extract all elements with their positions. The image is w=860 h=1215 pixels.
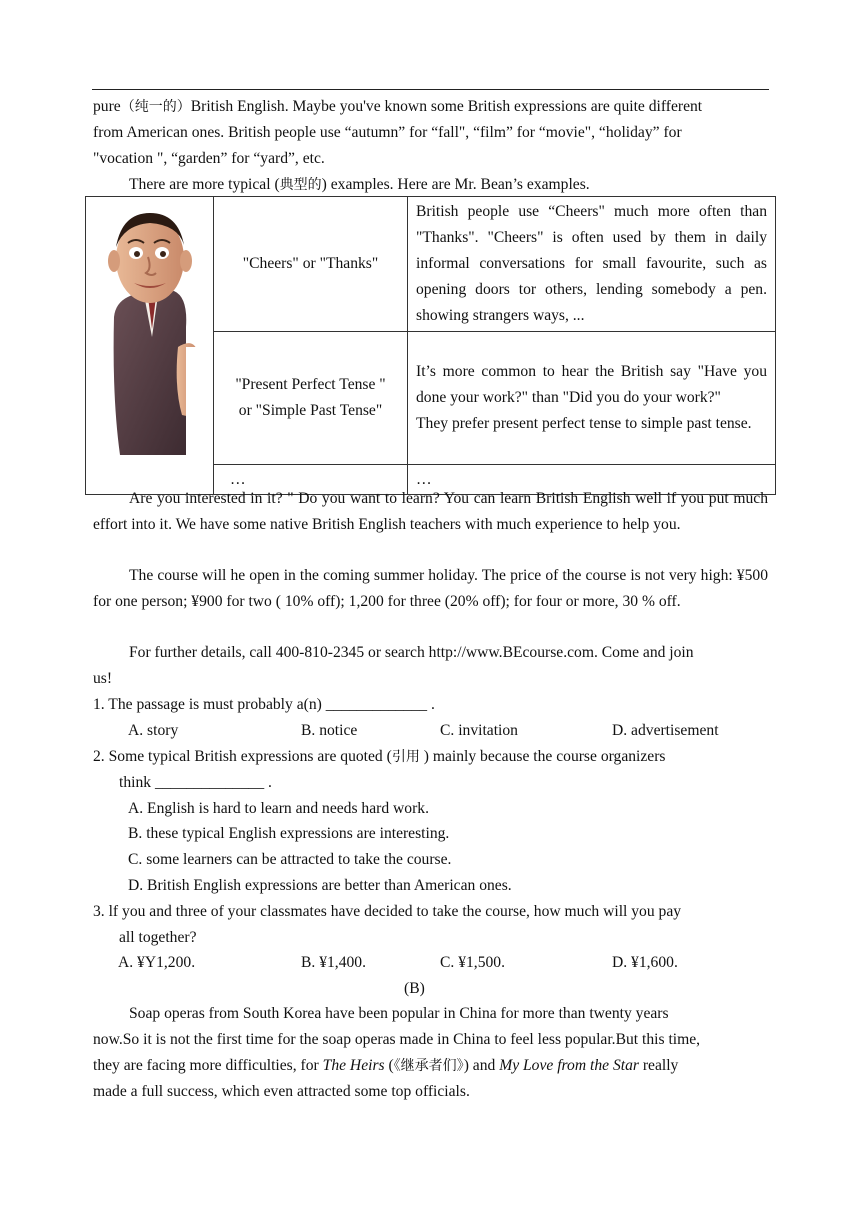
q2-option-d: D. British English expressions are better than American ones. — [128, 877, 512, 894]
details-line-2: us! — [93, 670, 113, 687]
question-2-stem: 2. Some typical British expressions are quoted (引用 ) mainly because the course organizers think ______________ . — [93, 744, 768, 796]
question-1-stem: 1. The passage is must probably a(n) _____________ . — [93, 696, 435, 713]
header-rule — [92, 89, 769, 90]
table-row — [86, 197, 776, 332]
passage-b-line-4: made a full success, which even attracted some top officials. — [93, 1083, 470, 1100]
mr-bean-photo — [86, 197, 214, 495]
phrase-tense — [214, 332, 408, 465]
q2-option-c: C. some learners can be attracted to take the course. — [128, 851, 452, 868]
intro-line-2: from American ones. British people use “autumn” for “fall", “film” for “movie", “holiday” for — [93, 124, 682, 141]
question-2-stem-line-2: think ______________ . — [119, 774, 272, 791]
q2-option-a: A. English is hard to learn and needs hard work. — [128, 800, 429, 817]
q1-option-d: D. advertisement — [612, 722, 719, 739]
question-3-stem-line-2: all together? — [119, 929, 197, 946]
details-line-1: For further details, call 400-810-2345 or search http://www.BEcourse.com. Come and join — [129, 644, 694, 661]
paragraph-details — [93, 640, 768, 692]
ellipsis-cell: … — [214, 465, 408, 495]
ellipsis-cell: … — [408, 465, 776, 495]
q1-option-a: A. story — [128, 722, 179, 739]
examples-table — [85, 196, 776, 495]
desc-tense-1: It’s more common to hear the British say "Have you done your work?" than "Did you do your work?" — [416, 363, 767, 407]
intro-line-1: pure（纯一的）British English. Maybe you've known some British expressions are quite different — [93, 98, 703, 115]
paragraph-interest: Are you interested in it? " Do you want to learn? You can learn British English well if you put much effort into it. We have some native British English teachers with much experience to help you. — [93, 490, 768, 533]
q1-option-b: B. notice — [301, 722, 358, 739]
question-3-stem-line-1: 3. lf you and three of your classmates have decided to take the course, how much will you pay — [93, 903, 682, 920]
q3-option-d: D. ¥1,600. — [612, 954, 678, 971]
paragraph-course-price: The course will he open in the coming summer holiday. The price of the course is not very high: ¥500 for one person; ¥900 for two ( 10% off); 1,200 for three (20% off); for four or more, 30 % off. — [93, 567, 768, 610]
passage-b-line-1: Soap operas from South Korea have been popular in China for more than twenty years — [129, 1005, 669, 1022]
q3-option-a: A. ¥Y1,200. — [118, 954, 196, 971]
intro-paragraph — [93, 94, 768, 198]
q3-option-b: B. ¥1,400. — [301, 954, 366, 971]
q2-option-b: B. these typical English expressions are interesting. — [128, 825, 450, 842]
phrase-tense-line-1: "Present Perfect Tense " — [235, 376, 386, 394]
intro-line-4: There are more typical (典型的) examples. Here are Mr. Bean’s examples. — [129, 176, 590, 193]
desc-tense — [408, 332, 776, 465]
intro-line-3: "vocation ", “garden” for “yard”, etc. — [93, 150, 325, 167]
desc-tense-2: They prefer present perfect tense to simple past tense. — [416, 415, 752, 433]
passage-b-line-3: they are facing more difficulties, for The Heirs (《继承者们》) and My Love from the Star really — [93, 1057, 679, 1074]
desc-cheers: British people use “Cheers" much more often than "Thanks". "Cheers" is often used by them in daily informal conversations for small favourite, such as opening doors tor others, lending somebody a pen. showing strangers ways, ... — [408, 197, 776, 332]
section-b-heading: (B) — [404, 980, 425, 997]
passage-b-line-2: now.So it is not the first time for the soap operas made in China to feel less popular.But this time, — [93, 1031, 701, 1048]
mr-bean-illustration — [86, 197, 213, 485]
passage-b — [93, 1001, 768, 1105]
question-3-stem — [93, 899, 768, 951]
q1-option-c: C. invitation — [440, 722, 518, 739]
phrase-cheers-or-thanks: "Cheers" or "Thanks" — [214, 197, 408, 332]
q3-option-c: C. ¥1,500. — [440, 954, 505, 971]
phrase-tense-line-2: or "Simple Past Tense" — [238, 402, 383, 420]
